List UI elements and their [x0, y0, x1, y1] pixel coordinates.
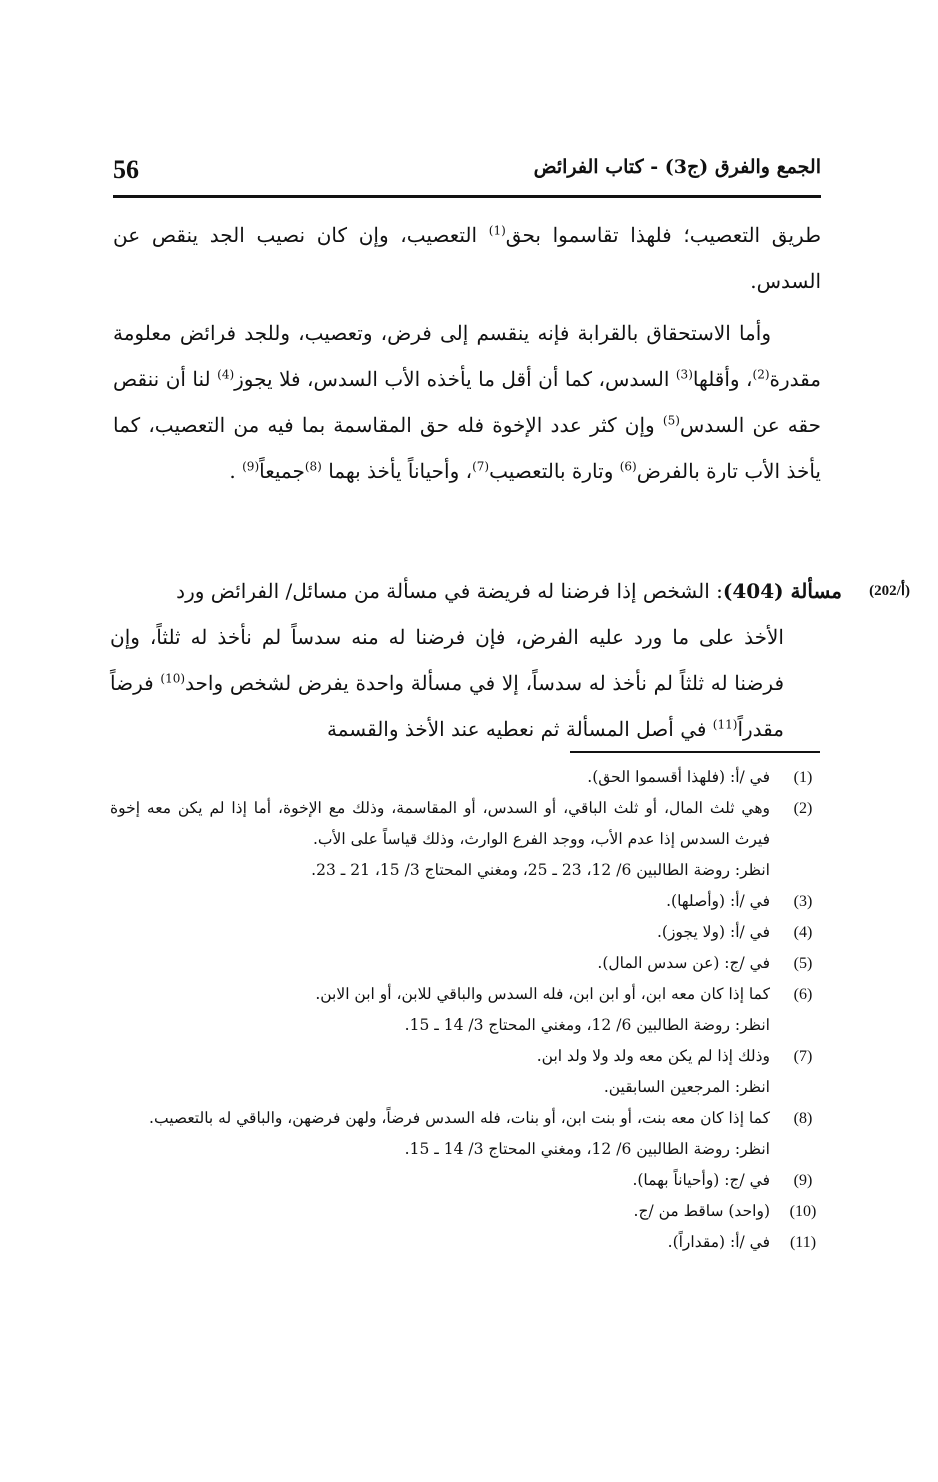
- footnote-number-label: (1): [793, 769, 813, 786]
- footnote-number-label: (11): [789, 1234, 817, 1251]
- footnote-number: [770, 1165, 822, 1196]
- footnote-line: في /أ: (ولا يجوز).: [656, 923, 770, 941]
- footnote-line: انظر: روضة الطالبين 6/ 12، ومغني المحتاج 3/ 14 ـ 15.: [404, 1140, 770, 1158]
- footnote-ref[interactable]: (9): [242, 459, 260, 474]
- footnote-text: [110, 793, 770, 886]
- footnote-number-label: (9): [793, 1172, 813, 1189]
- footnote-number: [770, 1196, 822, 1227]
- footnote-item: [110, 1227, 822, 1258]
- footnote-line: في /أ: (مقداراً).: [667, 1233, 770, 1251]
- footnote-line: في /أ: (وأصلها).: [666, 892, 770, 910]
- footnote-item: [110, 979, 822, 1041]
- footnote-line: انظر: روضة الطالبين 6/ 12، ومغني المحتاج 3/ 14 ـ 15.: [404, 1016, 770, 1034]
- footnote-text: [110, 1165, 770, 1196]
- footnote-number: [770, 762, 822, 793]
- issue-text: مسألة (404): الشخص إذا فرضنا له فريضة في مسألة من مسائل/ الفرائض ورد: [176, 579, 842, 603]
- footnote-number-label: (6): [793, 986, 813, 1003]
- footnote-text: [110, 1227, 770, 1258]
- footnote-number-label: (3): [793, 893, 813, 910]
- footnote-text: [110, 1041, 770, 1103]
- footnote-ref[interactable]: (11): [712, 717, 738, 732]
- footnote-ref[interactable]: (4): [217, 367, 235, 382]
- footnote-item: [110, 793, 822, 886]
- footnote-number-label: (2): [793, 800, 813, 817]
- footnote-line: انظر: روضة الطالبين 6/ 12، 23 ـ 25، ومغني المحتاج 3/ 15، 21 ـ 23.: [311, 861, 770, 879]
- footnote-item: [110, 917, 822, 948]
- footnote-line: في /أ: (فلهذا أقسموا الحق).: [587, 768, 770, 786]
- issue-label: مسألة (404): [722, 579, 842, 603]
- page-header: [113, 150, 821, 198]
- footnote-item: [110, 1103, 822, 1165]
- issue-404: [110, 568, 910, 752]
- footnote-ref[interactable]: (3): [675, 367, 693, 382]
- footnote-text: [110, 1103, 770, 1165]
- footnote-line: في /ج: (وأحياناً بهما).: [632, 1171, 770, 1189]
- paragraph-1: طريق التعصيب؛ فلهذا تقاسموا بحق$^{(1)}$ التعصيب، وإن كان نصيب الجد ينقص عن السدس.: [113, 223, 821, 293]
- footnote-item: [110, 1041, 822, 1103]
- footnotes: [110, 762, 822, 1258]
- footnote-ref[interactable]: (8): [304, 459, 322, 474]
- running-head: الجمع والفرق (ج3) - كتاب الفرائض: [533, 156, 821, 178]
- footnote-number: [770, 1227, 822, 1258]
- footnote-line: انظر: المرجعين السابقين.: [603, 1078, 770, 1096]
- footnote-number: [770, 979, 822, 1041]
- footnote-ref[interactable]: (5): [662, 413, 680, 428]
- footnote-text: [110, 948, 770, 979]
- issue-text-continued: الأخذ على ما ورد عليه الفرض، فإن فرضنا له منه سدساً لم نأخذ له ثلثاً، وإن فرضنا له ثلثاً لم نأخذ له سدساً، إلا في مسألة واحدة يفرض لشخص واحد$^{(10)}$ فرضاً مقدراً$^{(11)}$ في أصل المسألة ثم نعطيه عند الأخذ والقسمة: [110, 625, 785, 741]
- footnote-line: وهي ثلث المال، أو ثلث الباقي، أو السدس، أو المقاسمة، وذلك مع الإخوة، أما إذا لم يكن معه إخوة فيرث السدس إذا عدم الأب، ووجد الفرع الوارث، وذلك قياساً على الأب.: [110, 799, 770, 848]
- footnote-number: [770, 948, 822, 979]
- paragraph-2: وأما الاستحقاق بالقرابة فإنه ينقسم إلى فرض، وتعصيب، وللجد فرائض معلومة مقدرة$^{(2)}$، وأقلها$^{(3)}$ السدس، كما أن أقل ما يأخذه الأب السدس، فلا يجوز$^{(4)}$ لنا أن ننقص حقه عن السدس$^{(5)}$ وإن كثر عدد الإخوة فله حق المقاسمة بما فيه من التعصيب، كما يأخذ الأب تارة بالفرض$^{(6)}$ وتارة بالتعصيب$^{(7)}$، وأحياناً يأخذ بهما $^{(8)}$جميعاً$^{(9)}$ .: [113, 321, 821, 483]
- footnote-number-label: (8): [793, 1110, 813, 1127]
- footnote-separator: [570, 751, 820, 753]
- footnote-line: في /ج: (عن سدس المال).: [597, 954, 770, 972]
- page-number: 56: [113, 155, 139, 184]
- footnote-number-label: (10): [789, 1203, 817, 1220]
- footnote-ref[interactable]: (1): [488, 223, 506, 238]
- footnote-item: [110, 948, 822, 979]
- footnote-number-label: (5): [793, 955, 813, 972]
- footnote-number-label: (7): [793, 1048, 813, 1065]
- footnote-number: [770, 1103, 822, 1165]
- footnote-ref[interactable]: (10): [160, 671, 186, 686]
- footnote-item: [110, 1196, 822, 1227]
- footnote-number: [770, 917, 822, 948]
- footnote-text: [110, 762, 770, 793]
- footnote-item: [110, 1165, 822, 1196]
- footnote-line: كما إذا كان معه ابن، أو ابن ابن، فله السدس والباقي للابن، أو ابن الابن.: [315, 985, 770, 1003]
- footnote-text: [110, 979, 770, 1041]
- footnote-line: (واحد) ساقط من /ج.: [633, 1202, 770, 1220]
- footnote-text: [110, 886, 770, 917]
- footnote-text: [110, 1196, 770, 1227]
- footnote-number-label: (4): [793, 924, 813, 941]
- manuscript-folio-ref: (202/أ): [869, 583, 910, 599]
- header-rule: [113, 195, 821, 198]
- footnote-item: [110, 762, 822, 793]
- footnote-text: [110, 917, 770, 948]
- main-text: [113, 212, 821, 494]
- footnote-item: [110, 886, 822, 917]
- footnote-number: [770, 1041, 822, 1103]
- footnote-line: وذلك إذا لم يكن معه ولد ولا ولد ابن.: [536, 1047, 770, 1065]
- footnote-ref[interactable]: (7): [472, 459, 490, 474]
- footnote-number: [770, 886, 822, 917]
- footnote-line: كما إذا كان معه بنت، أو بنت ابن، أو بنات، فله السدس فرضاً، ولهن فرضهن، والباقي له بالتعصيب.: [149, 1109, 770, 1127]
- footnote-ref[interactable]: (2): [752, 367, 770, 382]
- footnote-number: [770, 793, 822, 886]
- footnote-ref[interactable]: (6): [619, 459, 637, 474]
